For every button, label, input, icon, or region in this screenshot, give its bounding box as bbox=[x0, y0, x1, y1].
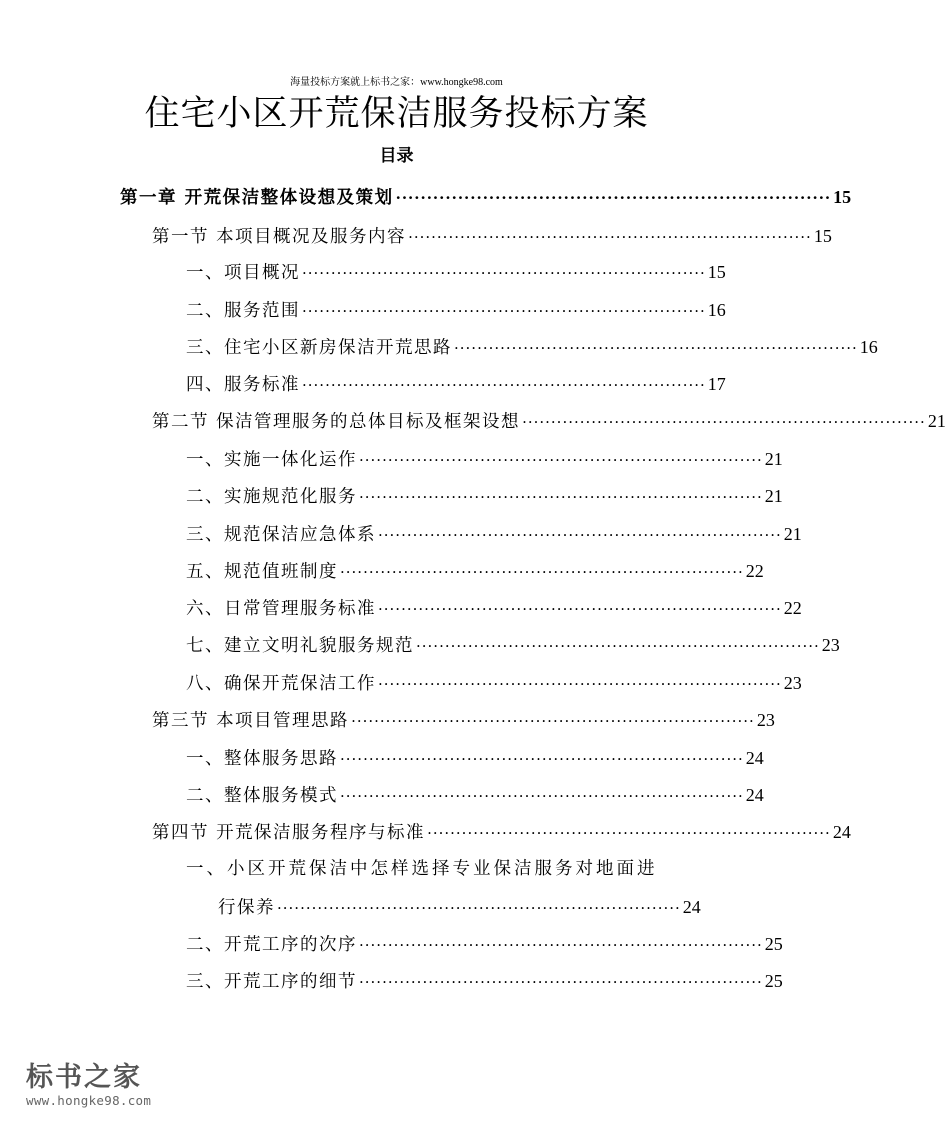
toc-entry-page: 15 bbox=[813, 226, 832, 246]
toc-leader-dots: ······································································ bbox=[408, 228, 812, 246]
toc-entry[interactable] bbox=[186, 632, 840, 658]
toc-entry-label: 七、建立文明礼貌服务规范 bbox=[186, 636, 414, 656]
document-title: 住宅小区开荒保洁服务投标方案 bbox=[144, 94, 649, 134]
toc-leader-dots: ······································································ bbox=[359, 936, 763, 954]
toc-leader-dots: ······································································ bbox=[359, 973, 763, 991]
toc-entry-label: 八、确保开荒保洁工作 bbox=[186, 674, 376, 694]
toc-entry-label: 六、日常管理服务标准 bbox=[186, 599, 376, 619]
toc-entry-page: 21 bbox=[764, 449, 783, 469]
toc-leader-dots: ······································································ bbox=[378, 600, 782, 618]
header-note: 海量投标方案就上标书之家：www.hongke98.com bbox=[290, 77, 503, 88]
toc-entry-label: 二、开荒工序的次序 bbox=[186, 935, 357, 955]
site-logo[interactable] bbox=[26, 1063, 176, 1113]
toc-leader-dots: ······································································ bbox=[359, 488, 763, 506]
toc-entry-label: 三、规范保洁应急体系 bbox=[186, 525, 376, 545]
toc-entry-label: 第二节 保洁管理服务的总体目标及框架设想 bbox=[152, 412, 521, 432]
toc-entry-page: 23 bbox=[821, 635, 840, 655]
toc-leader-dots: ······································································ bbox=[454, 339, 858, 357]
toc-entry-label: 二、实施规范化服务 bbox=[186, 487, 357, 507]
toc-entry-label: 三、住宅小区新房保洁开荒思路 bbox=[186, 338, 452, 358]
toc-entry-label: 一、实施一体化运作 bbox=[186, 450, 357, 470]
toc-entry-page: 25 bbox=[764, 934, 783, 954]
toc-leader-dots: ······································································ bbox=[302, 376, 706, 394]
toc-entry-page: 23 bbox=[756, 710, 775, 730]
toc-leader-dots: ······································································ bbox=[427, 824, 831, 842]
toc-entry[interactable] bbox=[186, 670, 802, 696]
toc-entry-page: 24 bbox=[832, 822, 851, 842]
toc-entry-label: 二、服务范围 bbox=[186, 301, 300, 321]
toc-entry[interactable] bbox=[186, 595, 802, 621]
toc-leader-dots: ······································································ bbox=[277, 899, 681, 917]
logo-name: 标书之家 bbox=[26, 1062, 142, 1093]
toc-entry[interactable] bbox=[186, 483, 783, 509]
toc-entry-page: 24 bbox=[745, 785, 764, 805]
toc-entry-page: 16 bbox=[707, 300, 726, 320]
toc-leader-dots: ······································································ bbox=[340, 563, 744, 581]
toc-leader-dots: ······································································ bbox=[378, 675, 782, 693]
toc-entry-page: 24 bbox=[682, 897, 701, 917]
toc-leader-dots: ······································································ bbox=[302, 302, 706, 320]
toc-entry[interactable] bbox=[152, 223, 832, 249]
toc-entry[interactable] bbox=[120, 184, 852, 210]
toc-entry[interactable] bbox=[186, 446, 783, 472]
toc-entry[interactable] bbox=[186, 297, 726, 323]
toc-entry[interactable] bbox=[186, 558, 764, 584]
toc-entry-page: 22 bbox=[783, 598, 802, 618]
toc-entry-label: 四、服务标准 bbox=[186, 375, 300, 395]
toc-leader-dots: ······································································ bbox=[522, 413, 926, 431]
toc-entry-continuation[interactable] bbox=[218, 894, 701, 920]
toc-entry[interactable] bbox=[186, 371, 726, 397]
toc-leader-dots: ······································································ bbox=[395, 189, 832, 207]
toc-entry-label: 二、整体服务模式 bbox=[186, 786, 338, 806]
toc-entry[interactable] bbox=[186, 782, 764, 808]
toc-entry-page: 15 bbox=[833, 187, 852, 207]
toc-entry-page: 21 bbox=[783, 524, 802, 544]
toc-entry[interactable] bbox=[186, 856, 673, 882]
toc-entry[interactable] bbox=[152, 707, 775, 733]
toc-entry-page: 23 bbox=[783, 673, 802, 693]
toc-leader-dots: ······································································ bbox=[359, 451, 763, 469]
toc-entry-page: 25 bbox=[764, 971, 783, 991]
toc-entry[interactable] bbox=[152, 408, 946, 434]
toc-entry-page: 16 bbox=[859, 337, 878, 357]
toc-entry-label: 一、整体服务思路 bbox=[186, 749, 338, 769]
toc-leader-dots: ······································································ bbox=[416, 637, 820, 655]
toc-entry[interactable] bbox=[186, 334, 878, 360]
toc-entry-page: 15 bbox=[707, 262, 726, 282]
toc-leader-dots: ······································································ bbox=[340, 787, 744, 805]
toc-entry-label: 五、规范值班制度 bbox=[186, 562, 338, 582]
toc-leader-dots: ······································································ bbox=[351, 712, 755, 730]
toc-entry-label: 三、开荒工序的细节 bbox=[186, 972, 357, 992]
toc-entry-page: 24 bbox=[745, 748, 764, 768]
toc-leader-dots: ······································································ bbox=[378, 526, 782, 544]
toc-entry-page: 22 bbox=[745, 561, 764, 581]
toc-leader-dots: ······································································ bbox=[302, 264, 706, 282]
toc-entry[interactable] bbox=[186, 968, 783, 994]
toc-entry-page: 21 bbox=[927, 411, 946, 431]
toc-entry[interactable] bbox=[152, 819, 851, 845]
toc-entry-label: 第一节 本项目概况及服务内容 bbox=[152, 227, 407, 247]
toc-entry-page: 17 bbox=[707, 374, 726, 394]
toc-entry[interactable] bbox=[186, 745, 764, 771]
toc-heading: 目录 bbox=[379, 146, 414, 166]
toc-entry[interactable] bbox=[186, 521, 802, 547]
toc-entry-page: 21 bbox=[764, 486, 783, 506]
toc-entry-label: 一、项目概况 bbox=[186, 263, 300, 283]
toc-entry-label: 第一章 开荒保洁整体设想及策划 bbox=[120, 188, 394, 208]
toc-entry-label: 一、小区开荒保洁中怎样选择专业保洁服务对地面进 bbox=[186, 859, 658, 879]
toc-entry[interactable] bbox=[186, 931, 783, 957]
toc-entry-label: 行保养 bbox=[218, 898, 275, 918]
toc-entry-label: 第四节 开荒保洁服务程序与标准 bbox=[152, 823, 426, 843]
toc-entry[interactable] bbox=[186, 259, 726, 285]
toc-leader-dots: ······································································ bbox=[340, 750, 744, 768]
toc-entry-label: 第三节 本项目管理思路 bbox=[152, 711, 350, 731]
logo-url: www.hongke98.com bbox=[26, 1093, 152, 1108]
